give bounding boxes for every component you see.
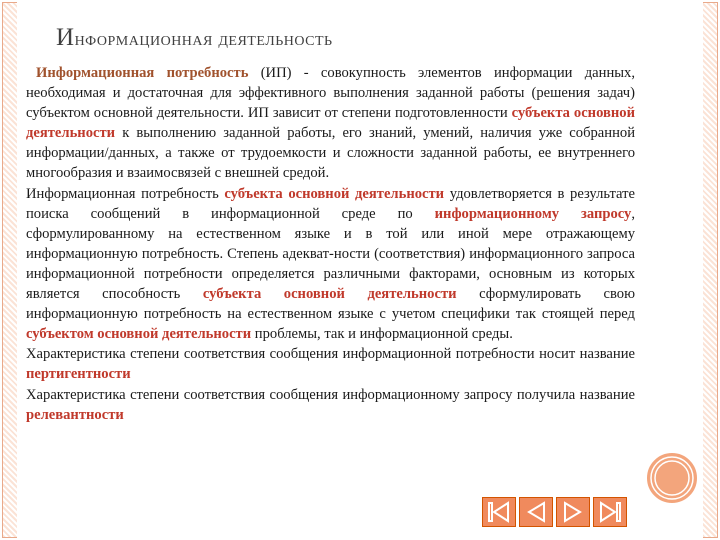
skip-back-icon [486, 500, 512, 524]
term-information-query: информационному запросу [434, 205, 632, 222]
term-information-need: Информационная потребность [36, 65, 249, 81]
term-subject: субъекта основной деятельности [224, 185, 445, 202]
term-subject: субъектом основной деятельности [26, 326, 252, 343]
page-title [56, 24, 656, 52]
term-subject: субъекта основной деятельности [202, 286, 457, 303]
next-slide-button[interactable] [556, 497, 590, 527]
decorative-border-left [2, 2, 17, 538]
paragraph-2-text-2: удовлетворяется в результате поиска сообщений в информационной среде по [26, 185, 635, 222]
title-rest: нформационная деятельность [74, 28, 333, 50]
previous-slide-button[interactable] [519, 497, 553, 527]
decorative-circles [640, 446, 704, 510]
paragraph-2-text-3: , сформулированному на естественном языке и в той или иной мере отражающему информационную потребность. Степень адекват-ности (соответствия) информационного запроса информационной потребности определяется различными факторами, основным из которых является способность [26, 205, 636, 303]
term-subject: субъекта основной деятельности [26, 105, 636, 142]
term-pertinence: пертигентности [26, 366, 131, 383]
paragraph-2-text-1: Информационная потребность [26, 185, 225, 202]
paragraph-3 [26, 344, 635, 384]
paragraph-3-text-1: Характеристика степени соответствия сообщения информационной потребности носит название [26, 346, 635, 363]
paragraph-4 [26, 385, 635, 425]
paragraph-2 [26, 184, 635, 345]
first-slide-button[interactable] [482, 497, 516, 527]
triangle-right-icon [560, 500, 586, 524]
paragraph-1-text-2: к выполнению заданной работы, его знаний, умений, наличия уже собранной информации/данных, а также от трудоемкости и сложности заданной работы, ее внутреннего многообразия и взаимосвязей с внешней средой. [26, 125, 635, 182]
decorative-border-right [703, 2, 718, 538]
paragraph-1 [26, 63, 635, 184]
slide-navigation [482, 497, 627, 527]
last-slide-button[interactable] [593, 497, 627, 527]
paragraph-1-text-1: (ИП) - совокупность элементов информации данных, необходимая и достаточная для эффективного выполнения заданной работы (решения задач) субъектом основной деятельности. ИП зависит от степени подготовленности [26, 65, 635, 122]
title-first-letter: И [56, 24, 75, 51]
main-text [26, 63, 635, 425]
triangle-left-icon [523, 500, 549, 524]
paragraph-2-text-4: сформулировать свою информационную потребность на естественном языке с учетом специфики так стоящей перед [26, 286, 635, 323]
paragraph-2-text-5: проблемы, так и информационной среды. [251, 326, 513, 343]
paragraph-4-text-1: Характеристика степени соответствия сообщения информационному запросу получила название [26, 386, 635, 403]
term-relevance: релевантности [26, 406, 124, 423]
skip-forward-icon [597, 500, 623, 524]
